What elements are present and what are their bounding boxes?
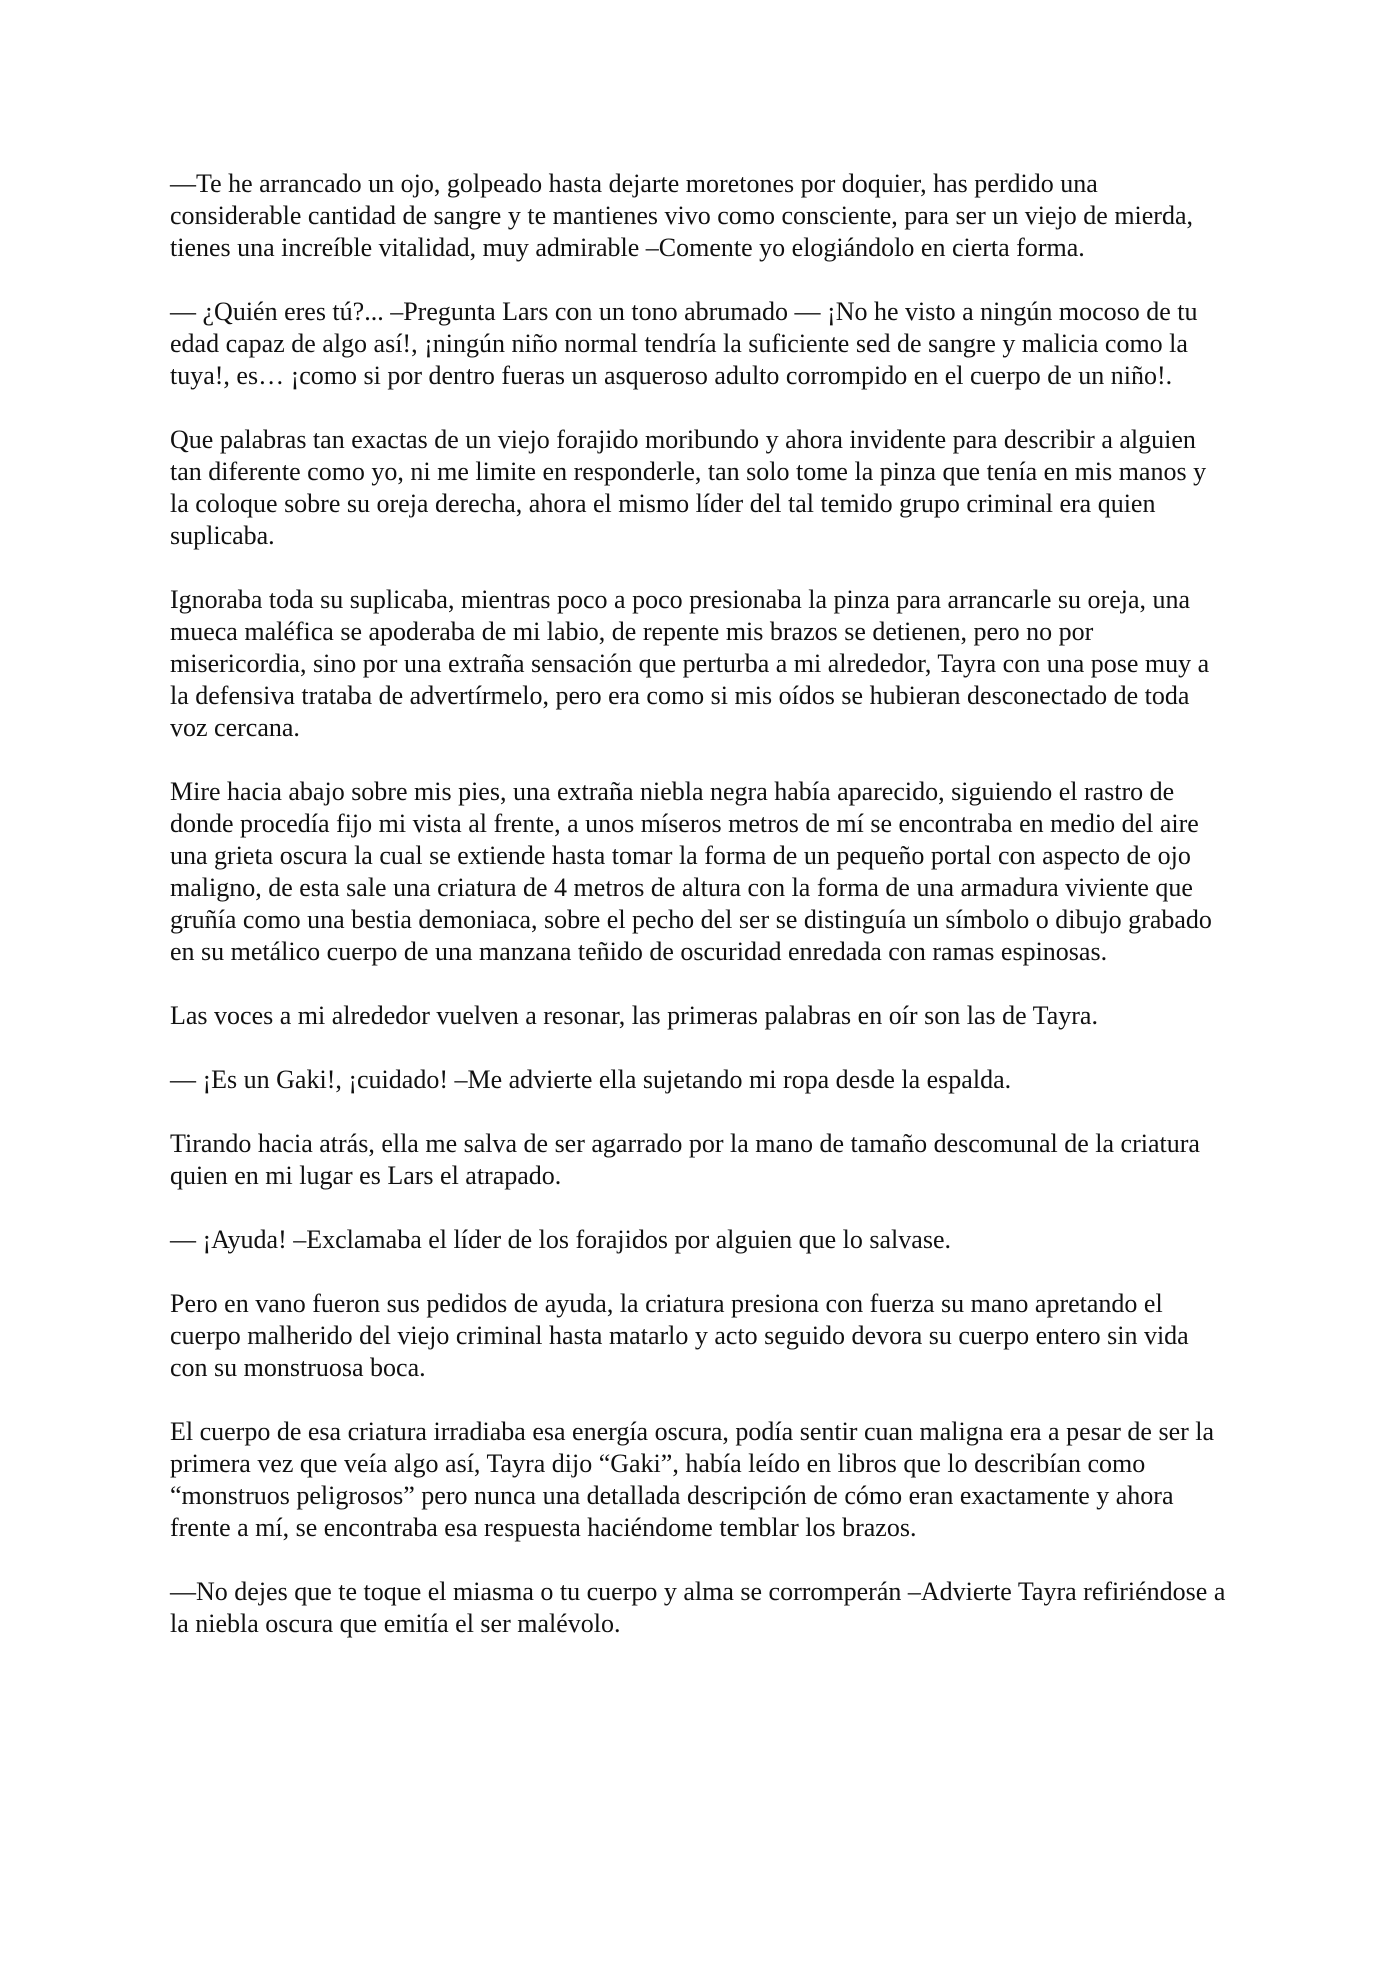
- paragraph-5: Mire hacia abajo sobre mis pies, una extraña niebla negra había aparecido, siguiendo el rastro de donde procedía fijo mi vista al frente, a unos míseros metros de mí se encontraba en medio del aire una grieta oscura la cual se extiende hasta tomar la forma de un pequeño portal con aspecto de ojo maligno, de esta sale una criatura de 4 metros de altura con la forma de una armadura viviente que gruñía como una bestia demoniaca, sobre el pecho del ser se distinguía un símbolo o dibujo grabado en su metálico cuerpo de una manzana teñido de oscuridad enredada con ramas espinosas.: [170, 777, 1212, 966]
- paragraph-1: —Te he arrancado un ojo, golpeado hasta dejarte moretones por doquier, has perdido una considerable cantidad de sangre y te mantienes vivo como consciente, para ser un viejo de mierda, tienes una increíble vitalidad, muy admirable –Comente yo elogiándolo en cierta forma.: [170, 169, 1194, 262]
- paragraph-3: Que palabras tan exactas de un viejo forajido moribundo y ahora invidente para describir a alguien tan diferente como yo, ni me limite en responderle, tan solo tome la pinza que tenía en mis manos y la coloque sobre su oreja derecha, ahora el mismo líder del tal temido grupo criminal era quien suplicaba.: [170, 425, 1207, 550]
- paragraph-6: Las voces a mi alrededor vuelven a resonar, las primeras palabras en oír son las de Tayra.: [170, 1001, 1098, 1030]
- paragraph-12: —No dejes que te toque el miasma o tu cuerpo y alma se corromperán –Advierte Tayra refiriéndose a la niebla oscura que emitía el ser malévolo.: [170, 1577, 1226, 1638]
- paragraph-11: El cuerpo de esa criatura irradiaba esa energía oscura, podía sentir cuan maligna era a pesar de ser la primera vez que veía algo así, Tayra dijo “Gaki”, había leído en libros que lo describían como “monstruos peligrosos” pero nunca una detallada descripción de cómo eran exactamente y ahora frente a mí, se encontraba esa respuesta haciéndome temblar los brazos.: [170, 1417, 1215, 1542]
- paragraph-2: — ¿Quién eres tú?... –Pregunta Lars con un tono abrumado — ¡No he visto a ningún mocoso de tu edad capaz de algo así!, ¡ningún niño normal tendría la suficiente sed de sangre y malicia como la tuya!, es… ¡como si por dentro fueras un asqueroso adulto corrompido en el cuerpo de un niño!.: [170, 297, 1198, 390]
- paragraph-9: — ¡Ayuda! –Exclamaba el líder de los forajidos por alguien que lo salvase.: [170, 1225, 951, 1254]
- paragraph-7: — ¡Es un Gaki!, ¡cuidado! –Me advierte ella sujetando mi ropa desde la espalda.: [170, 1065, 1012, 1094]
- body-text: [170, 168, 1230, 1672]
- paragraph-8: Tirando hacia atrás, ella me salva de ser agarrado por la mano de tamaño descomunal de la criatura quien en mi lugar es Lars el atrapado.: [170, 1129, 1200, 1190]
- paragraph-10: Pero en vano fueron sus pedidos de ayuda, la criatura presiona con fuerza su mano apretando el cuerpo malherido del viejo criminal hasta matarlo y acto seguido devora su cuerpo entero sin vida con su monstruosa boca.: [170, 1289, 1189, 1382]
- paragraph-4: Ignoraba toda su suplicaba, mientras poco a poco presionaba la pinza para arrancarle su oreja, una mueca maléfica se apoderaba de mi labio, de repente mis brazos se detienen, pero no por misericordia, sino por una extraña sensación que perturba a mi alrededor, Tayra con una pose muy a la defensiva trataba de advertírmelo, pero era como si mis oídos se hubieran desconectado de toda voz cercana.: [170, 585, 1210, 742]
